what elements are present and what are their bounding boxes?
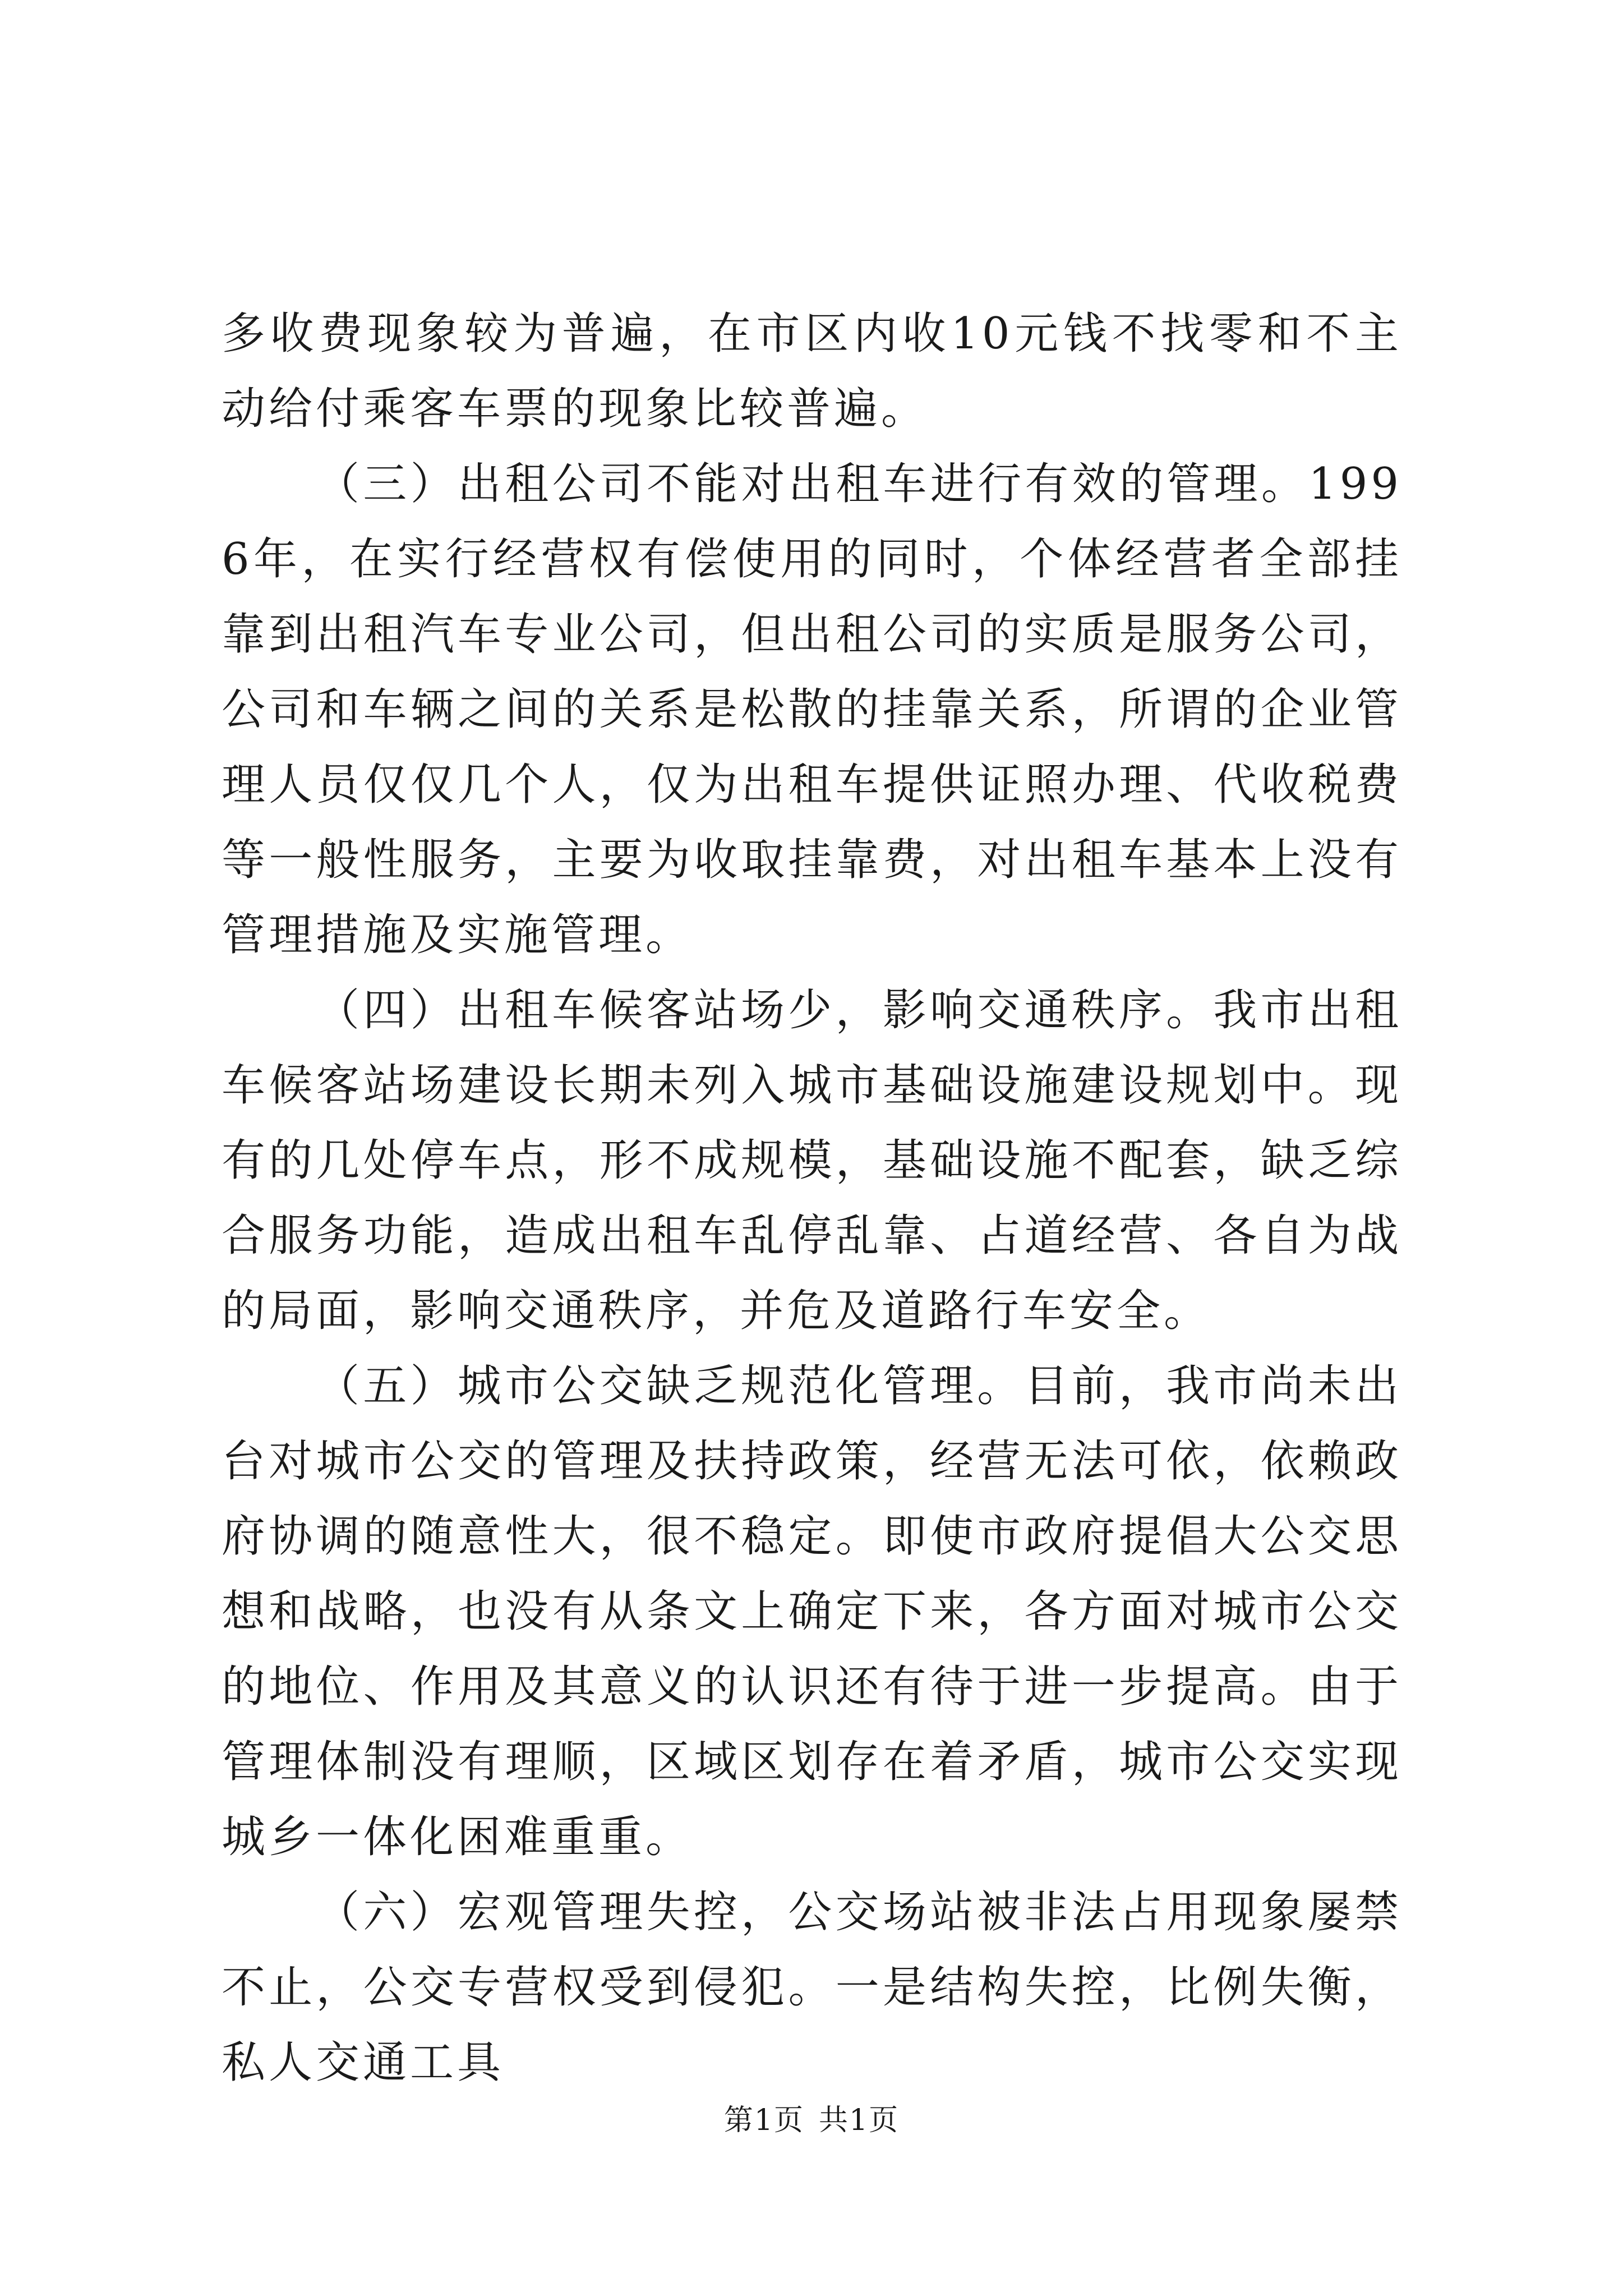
paragraph-4: （五）城市公交缺乏规范化管理。目前，我市尚未出台对城市公交的管理及扶持政策，经营无法可依，依赖政府协调的随意性大，很不稳定。即使市政府提倡大公交思想和战略，也没有从条文上确定下来，各方面对城市公交的地位、作用及其意义的认识还有待于进一步提高。由于管理体制没有理顺，区域区划存在着矛盾，城市公交实现城乡一体化困难重重。 — [222, 1361, 1402, 1862]
paragraph-1: 多收费现象较为普遍，在市区内收10元钱不找零和不主动给付乘客车票的现象比较普遍。 — [222, 309, 1402, 434]
document-body — [222, 296, 1402, 2100]
paragraph-2: （三）出租公司不能对出租车进行有效的管理。1996年，在实行经营权有偿使用的同时，个体经营者全部挂靠到出租汽车专业公司，但出租公司的实质是服务公司，公司和车辆之间的关系是松散的挂靠关系，所谓的企业管理人员仅仅几个人，仅为出租车提供证照办理、代收税费等一般性服务，主要为收取挂靠费，对出租车基本上没有管理措施及实施管理。 — [222, 459, 1402, 960]
paragraph-3: （四）出租车候客站场少，影响交通秩序。我市出租车候客站场建设长期未列入城市基础设施建设规划中。现有的几处停车点，形不成规模，基础设施不配套，缺乏综合服务功能，造成出租车乱停乱靠、占道经营、各自为战的局面，影响交通秩序，并危及道路行车安全。 — [222, 985, 1402, 1336]
page-number: 第1页 — [723, 2104, 804, 2137]
page-footer — [0, 2101, 1623, 2140]
paragraph-5: （六）宏观管理失控，公交场站被非法占用现象屡禁不止，公交专营权受到侵犯。一是结构失控，比例失衡，私人交通工具 — [222, 1887, 1402, 2088]
page-total: 共1页 — [819, 2104, 900, 2137]
